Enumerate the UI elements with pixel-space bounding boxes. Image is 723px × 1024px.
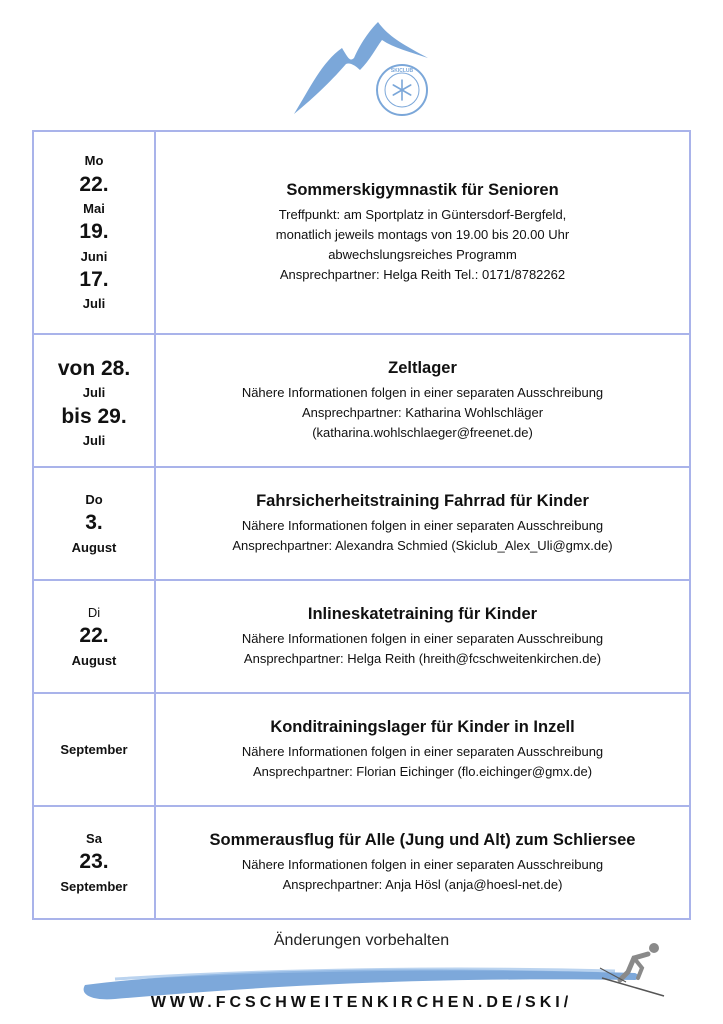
event-date-label: Mai (83, 200, 105, 216)
event-detail-line: Ansprechpartner: Alexandra Schmied (Skiclub_Alex_Uli@gmx.de) (232, 537, 613, 553)
event-date-number: 19. (79, 220, 109, 244)
event-date-label: Sa (86, 830, 102, 846)
event-row (33, 467, 690, 580)
event-date-number: 23. (79, 850, 109, 874)
event-date-cell (33, 580, 155, 693)
event-detail-line: Ansprechpartner: Florian Eichinger (flo.eichinger@gmx.de) (252, 763, 593, 779)
event-detail-line: Nähere Informationen folgen in einer separaten Ausschreibung (241, 856, 604, 872)
club-logo (290, 18, 430, 118)
event-info-cell (155, 580, 690, 693)
event-date-label: Juni (80, 248, 108, 264)
event-date-cell (33, 334, 155, 467)
event-date-label: August (71, 652, 117, 668)
event-date-cell (33, 131, 155, 334)
event-date-number: 22. (79, 172, 109, 196)
event-date-label: Juli (82, 296, 106, 312)
event-date-number: 17. (79, 268, 109, 292)
event-date-label: August (71, 539, 117, 555)
event-date-cell (33, 693, 155, 806)
event-detail-line: Ansprechpartner: Katharina Wohlschläger (301, 404, 544, 420)
event-info-cell (155, 131, 690, 334)
event-date-label: Di (87, 604, 101, 620)
skier-icon (598, 938, 668, 998)
event-date-cell (33, 467, 155, 580)
event-detail-line: abwechslungsreiches Programm (328, 246, 517, 262)
svg-text:SKICLUB: SKICLUB (390, 68, 414, 74)
event-date-label: Juli (82, 384, 106, 400)
event-detail-line: Ansprechpartner: Helga Reith Tel.: 0171/8782262 (279, 266, 566, 282)
event-title: Zeltlager (388, 358, 457, 377)
event-detail-line: Nähere Informationen folgen in einer separaten Ausschreibung (241, 517, 604, 533)
event-row (33, 131, 690, 334)
event-schedule-table (32, 130, 691, 920)
event-info-cell (155, 806, 690, 919)
event-date-number: von 28. (57, 356, 131, 380)
event-date-label: Mo (84, 153, 104, 169)
event-title: Inlineskatetraining für Kinder (307, 604, 538, 623)
website-url[interactable]: WWW.FCSCHWEITENKIRCHEN.DE/SKI/ (150, 994, 573, 1011)
event-title: Sommerskigymnastik für Senioren (286, 180, 559, 199)
event-title: Fahrsicherheitstraining Fahrrad für Kinder (256, 491, 589, 510)
event-detail-line: Treffpunkt: am Sportplatz in Güntersdorf-Bergfeld, (278, 206, 567, 222)
event-row (33, 693, 690, 806)
event-date-cell (33, 806, 155, 919)
event-date-label: September (60, 878, 128, 894)
event-title: Konditrainingslager für Kinder in Inzell (270, 717, 575, 736)
event-row (33, 580, 690, 693)
event-detail-line: monatlich jeweils montags von 19.00 bis 20.00 Uhr (275, 226, 570, 242)
event-detail-line: (katharina.wohlschlaeger@freenet.de) (312, 424, 533, 440)
changes-reserved-note: Änderungen vorbehalten (273, 932, 450, 949)
event-row (33, 334, 690, 467)
event-date-label: September (60, 741, 128, 757)
event-date-label: Do (85, 491, 103, 507)
event-info-cell (155, 693, 690, 806)
event-title: Sommerausflug für Alle (Jung und Alt) zum Schliersee (209, 830, 636, 849)
event-date-label: Juli (82, 432, 106, 448)
event-detail-line: Nähere Informationen folgen in einer separaten Ausschreibung (241, 743, 604, 759)
event-detail-line: Ansprechpartner: Helga Reith (hreith@fcschweitenkirchen.de) (243, 650, 602, 666)
event-date-number: 22. (79, 624, 109, 648)
event-date-number: bis 29. (61, 404, 127, 428)
event-detail-line: Nähere Informationen folgen in einer separaten Ausschreibung (241, 630, 604, 646)
event-row (33, 806, 690, 919)
event-date-number: 3. (85, 511, 103, 535)
event-info-cell (155, 334, 690, 467)
event-detail-line: Ansprechpartner: Anja Hösl (anja@hoesl-net.de) (282, 876, 563, 892)
event-info-cell (155, 467, 690, 580)
event-detail-line: Nähere Informationen folgen in einer separaten Ausschreibung (241, 384, 604, 400)
